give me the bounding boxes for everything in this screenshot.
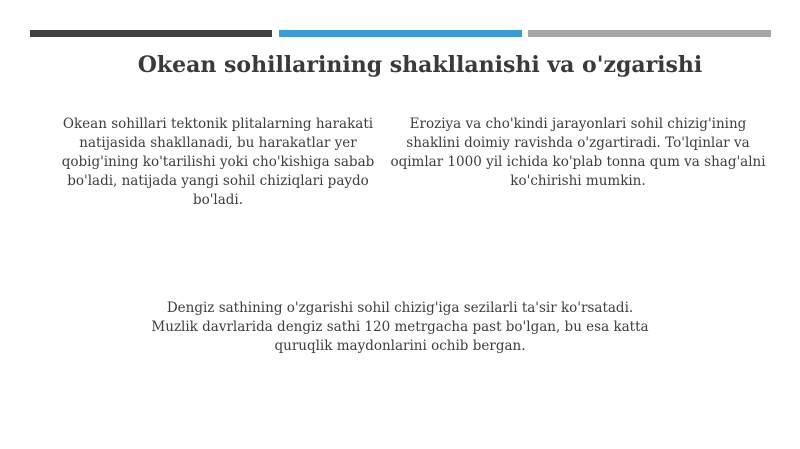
paragraph-left: Okean sohillari tektonik plitalarning harakati natijasida shakllanadi, bu harakatlar yer qobig'ining ko'tarilishi yoki cho'kishiga sabab bo'ladi, natijada yangi sohil chiziqlari paydo bo'ladi.: [61, 116, 375, 208]
header-bar-dark: [30, 30, 272, 37]
paragraph-right: Eroziya va cho'kindi jarayonlari sohil chizig'ining shaklini doimiy ravishda o'zgartiradi. To'lqinlar va oqimlar 1000 yil ichida ko'plab tonna qum va shag'alni ko'chirishi mumkin.: [390, 116, 766, 189]
header-bar-gray: [528, 30, 771, 37]
header-bar-blue: [279, 30, 522, 37]
paragraph-bottom: Dengiz sathining o'zgarishi sohil chizig'iga sezilarli ta'sir ko'rsatadi. Muzlik davrlarida dengiz sathi 120 metrgacha past bo'lgan, bu esa katta quruqlik maydonlarini ochib bergan.: [151, 300, 649, 354]
slide-title: Okean sohillarining shakllanishi va o'zgarishi: [137, 52, 703, 78]
